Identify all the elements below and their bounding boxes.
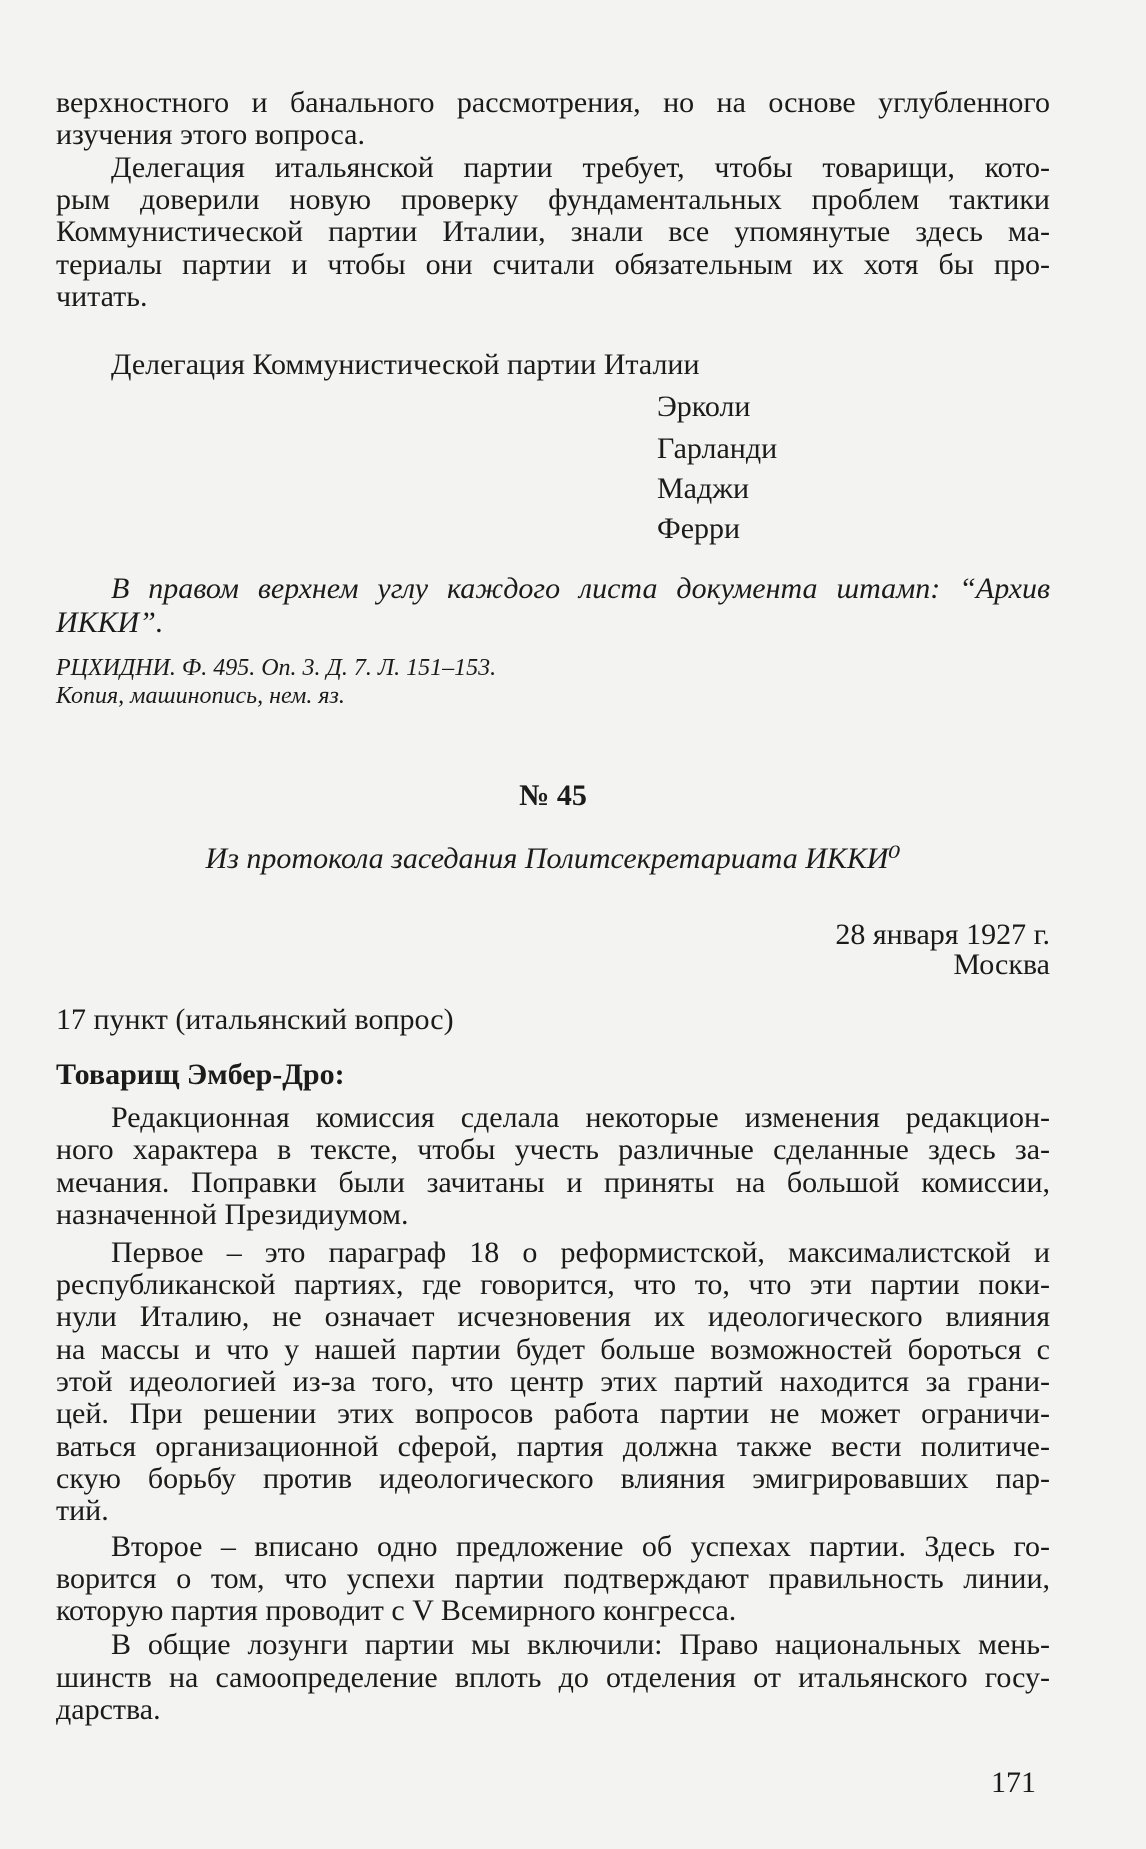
speech-paragraph-line: которую партия проводит с V Всемирного конгресса. [56, 1594, 737, 1628]
speech-paragraph-line: мечания. Поправки были зачитаны и приняты на большой комиссии, [56, 1166, 1050, 1199]
stamp-note-line: В правом верхнем углу каждого листа документа штамп: “Архив [111, 573, 1050, 606]
speech-paragraph-line: цей. При решении этих вопросов работа партии не может ограничи- [56, 1398, 1050, 1431]
speech-paragraph-line: В общие лозунги партии мы включили: Право национальных мень- [111, 1629, 1050, 1662]
document-title: Из протокола заседания Политсекретариата ИККИ⁰ [205, 841, 901, 875]
speech-paragraph-line: нули Италию, не означает исчезновения их идеологического влияния [56, 1301, 1050, 1334]
text-line: верхностного и банального рассмотрения, но на основе углубленного [56, 87, 1050, 119]
speech-paragraph-line: республиканской партиях, где говорится, что то, что эти партии поки- [56, 1269, 1050, 1302]
archive-reference: РЦХИДНИ. Ф. 495. Оп. 3. Д. 7. Л. 151–153. [56, 655, 497, 682]
document-date: 28 января 1927 г. [835, 917, 1050, 951]
signature-name: Эрколи [657, 389, 751, 423]
document-number: № 45 [519, 778, 587, 812]
demand-paragraph-line: читать. [56, 279, 148, 313]
speech-paragraph-line: скую борьбу против идеологического влияния эмигрировавших пар- [56, 1462, 1050, 1495]
speech-paragraph-line: Второе – вписано одно предложение об успехах партии. Здесь го- [111, 1530, 1050, 1563]
speech-paragraph-line: ворится о том, что успехи партии подтверждают правильность линии, [56, 1563, 1050, 1596]
speech-paragraph-line: ваться организационной сферой, партия должна также вести политиче- [56, 1430, 1050, 1463]
signature-name: Ферри [657, 512, 741, 546]
speech-paragraph-line: Первое – это параграф 18 о реформистской, максималистской и [111, 1236, 1050, 1269]
text-line: изучения этого вопроса. [56, 118, 365, 152]
signature-name: Гарланди [657, 431, 778, 465]
copy-note: Копия, машинопись, нем. яз. [56, 682, 345, 709]
speech-paragraph-line: этой идеологией из-за того, что центр этих партий находится за грани- [56, 1366, 1050, 1399]
speech-paragraph-line: ного характера в тексте, чтобы учесть различные сделанные здесь за- [56, 1134, 1050, 1167]
speech-paragraph-line: Редакционная комиссия сделала некоторые изменения редакцион- [111, 1102, 1050, 1135]
speech-paragraph-line: тий. [56, 1494, 109, 1528]
demand-paragraph-line: рым доверили новую проверку фундаментальных проблем тактики [56, 183, 1050, 216]
speaker-name: Товарищ Эмбер-Дро: [56, 1058, 345, 1092]
page-number: 171 [991, 1765, 1036, 1799]
stamp-note-line: ИККИ”. [56, 606, 164, 640]
delegation-line: Делегация Коммунистической партии Италии [111, 347, 700, 381]
document-place: Москва [953, 948, 1050, 982]
speech-paragraph-line: на массы и что у нашей партии будет больше возможностей бороться с [56, 1333, 1050, 1366]
speech-paragraph-line: назначенной Президиумом. [56, 1198, 409, 1232]
demand-paragraph-line: Коммунистической партии Италии, знали все упомянутые здесь ма- [56, 216, 1050, 249]
signature-name: Маджи [657, 472, 750, 506]
agenda-item: 17 пункт (итальянский вопрос) [56, 1003, 454, 1037]
speech-paragraph-line: дарства. [56, 1692, 161, 1726]
speech-paragraph-line: шинств на самоопределение вплоть до отделения от итальянского госу- [56, 1661, 1050, 1694]
demand-paragraph-line: териалы партии и чтобы они считали обязательным их хотя бы про- [56, 248, 1050, 281]
demand-paragraph-line: Делегация итальянской партии требует, чтобы товарищи, кото- [111, 151, 1050, 184]
